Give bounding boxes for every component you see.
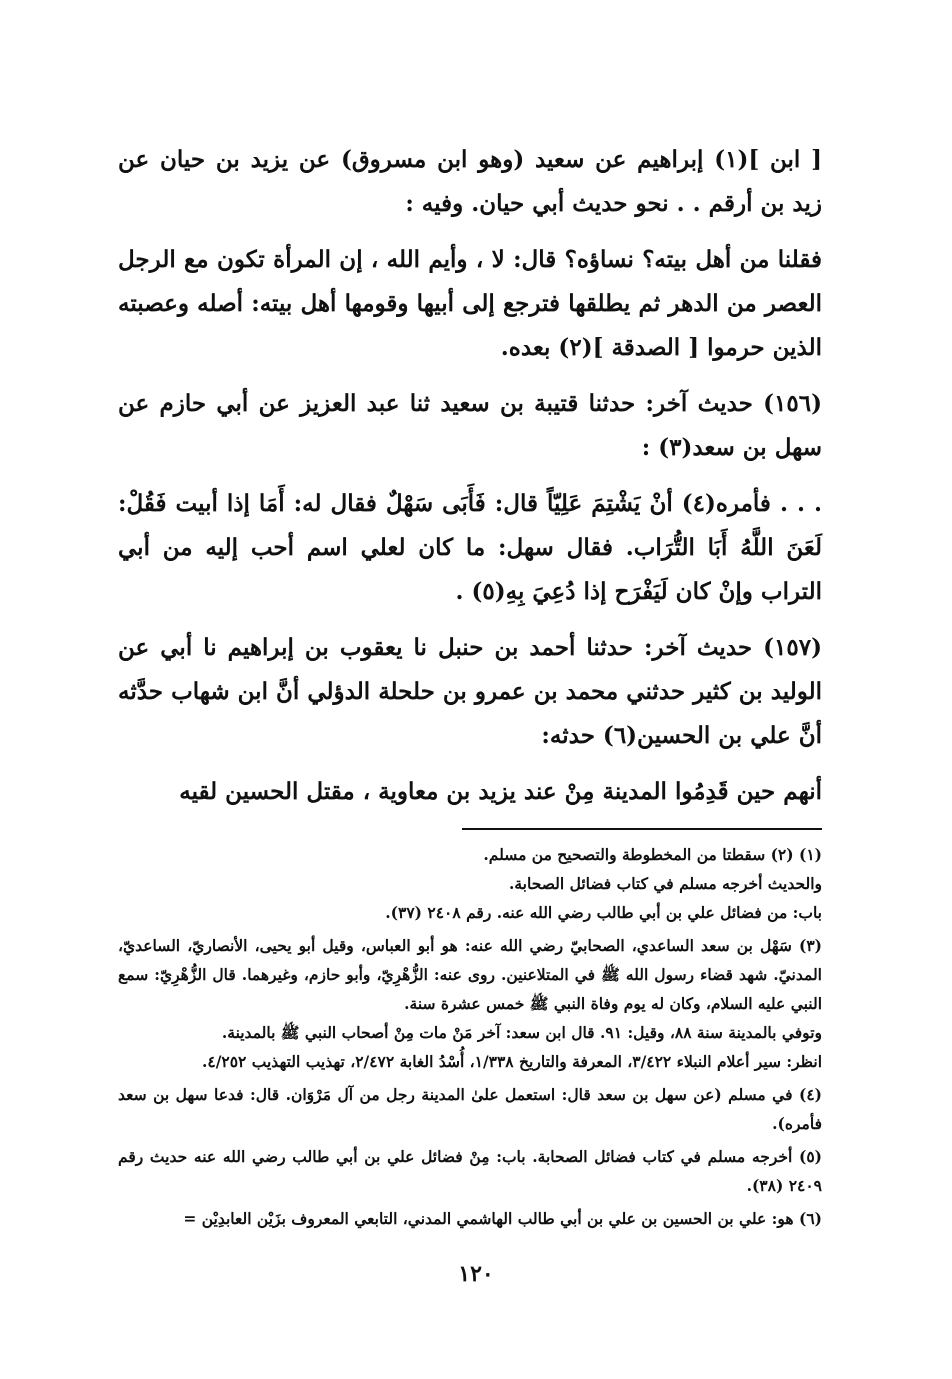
footnote-5: (٥) أخرجه مسلم في كتاب فضائل الصحابة. باب: مِنْ فضائل علي بن أبي طالب رضي الله عنه حديث رقم ٢٤٠٩ (٣٨). (118, 1147, 822, 1195)
paragraph-2: فقلنا من أهل بيته؟ نساؤه؟ قال: لا ، وأيم الله ، إن المرأة تكون مع الرجل العصر من الدهر ثم يطلقها فترجع إلى أبيها وقومها أهل بيته: أصله وعصبته الذين حرموا [ الصدقة ](٢) بعده. (118, 246, 822, 361)
footnote-1-cont: والحديث أخرجه مسلم في كتاب فضائل الصحابة. (508, 874, 822, 893)
footnote-1-ref: باب: من فضائل علي بن أبي طالب رضي الله عنه. رقم ٢٤٠٨ (٣٧). (385, 903, 822, 922)
paragraph-6: أنهم حين قَدِمُوا المدينة مِنْ عند يزيد بن معاوية ، مقتل الحسين لقيه (179, 778, 822, 805)
paragraph-hadith-156 (118, 382, 822, 470)
page-number: ١٢٠ (458, 1261, 494, 1287)
footnote-6: (٦) هو: علي بن الحسين بن علي بن أبي طالب الهاشمي المدني، التابعي المعروف بزَيْن العابدِيْن = (183, 1209, 822, 1228)
footnote-1: (١) (٢) سقطتا من المخطوطة والتصحيح من مسلم. (483, 845, 822, 864)
footnotes (118, 840, 822, 1233)
hadith-157-text: حدثنا أحمد بن حنبل نا يعقوب بن إبراهيم نا أبي عن الوليد بن كثير حدثني محمد بن عمرو بن حلحلة الدؤلي أنَّ ابن شهاب حدَّثه أنَّ علي بن الحسين(٦) حدثه: (118, 634, 822, 749)
hadith-156-text: حدثنا قتيبة بن سعيد ثنا عبد العزيز عن أبي حازم عن سهل بن سعد(٣) : (118, 390, 822, 461)
footnote-3-cont: وتوفي بالمدينة سنة ٨٨، وقيل: ٩١. قال ابن سعد: آخر مَنْ مات مِنْ أصحاب النبي ﷺ بالمدينة. (221, 1023, 822, 1042)
paragraph-1: [ ابن ](١) إبراهيم عن سعيد (وهو ابن مسروق) عن يزيد بن حيان عن زيد بن أرقم . . نحو حديث أبي حيان. وفيه : (118, 146, 822, 217)
footnote-divider (462, 828, 822, 830)
paragraph-hadith-157 (118, 626, 822, 758)
footnote-3: (٣) سَهْل بن سعد الساعدي، الصحابيّ رضي الله عنه: هو أبو العباس، وقيل أبو يحيى، الأنصاريّ، الساعديّ، المدنيّ. شهد قضاء رسول الله ﷺ في المتلاعنين. روى عنه: الزُّهْرِيّ، وأبو حازم، وغيرهما. قال الزُّهْرِيّ: سمع النبي عليه السلام، وكان له يوم وفاة النبي ﷺ خمس عشرة سنة. (118, 936, 822, 1013)
hadith-157-label: (١٥٧) حديث آخر: (644, 634, 822, 661)
footnote-4: (٤) في مسلم (عن سهل بن سعد قال: استعمل علىٰ المدينة رجل من آل مَرْوَان. قال: فدعا سهل بن سعد فأمره). (118, 1085, 822, 1133)
main-text (118, 138, 822, 814)
footnote-3-ref: انظر: سير أعلام النبلاء ٣/٤٢٢، المعرفة والتاريخ ١/٣٣٨، أُسْدُ الغابة ٢/٤٧٢، تهذيب التهذيب ٤/٢٥٢. (202, 1052, 822, 1071)
paragraph-4: . . . فأمره(٤) أنْ يَشْتِمَ عَلِيّاً قال: فَأَبَى سَهْلٌ فقال له: أَمَا إذا أبيت فَقُلْ: لَعَنَ اللَّهُ أَبَا التُّرَاب. فقال سهل: ما كان لعلي اسم أحب إليه من أبي التراب وإنْ كان لَيَفْرَح إذا دُعِيَ بِهِ(٥) . (118, 490, 822, 605)
hadith-156-label: (١٥٦) حديث آخر: (645, 390, 822, 417)
